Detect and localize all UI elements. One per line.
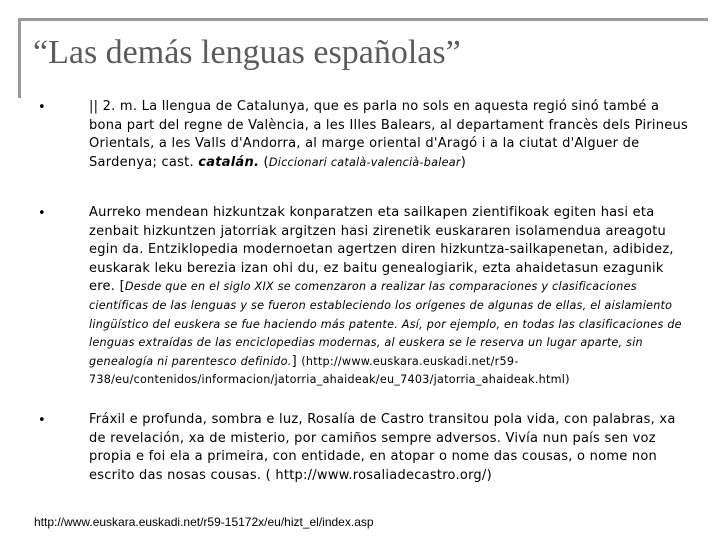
footer-url: http://www.euskara.euskadi.net/r59-15172x/eu/hizt_el/index.asp [34,515,374,529]
bracket-open: [ [119,279,125,295]
frame-left-line [18,18,21,98]
bullet-1: • [38,100,46,115]
euskara-translation: Desde que en el siglo XIX se comenzaron a realizar las comparaciones y clasificaciones científicas de las lenguas y se fueron estableciendo los orígenes de algunas de ellas, el aislamiento lingüístico del euskera se fue haciendo más patente. Así, por ejemplo, en todas las clasificaciones de lenguas extraídas de las enciclopedias modernas, al euskera se le reserva un lugar aparte, sin genealogía ni parentesco definido. [89,280,682,368]
catalan-source: Diccionari català-valencià-balear [268,155,461,169]
slide-title: “Las demás lenguas españolas” [33,34,461,71]
euskara-source-url: (http://www.euskara.euskadi.net/r59-738/eu/contenidos/informacion/jatorria_ahaideak/eu_7403/jatorria_ahaideak.html) [89,354,570,387]
rosalia-source-url: ( http://www.rosaliadecastro.org/) [265,467,492,483]
item-euskara [89,204,689,390]
catalan-definition: || 2. m. La llengua de Catalunya, que es parla no sols en aquesta regió sinó també a bona part del regne de València, a les Illes Balears, al departament francès dels Pirineus Orientals, a les Valls d'Andorra, al marge oriental d'Aragó i a la ciutat d'Alguer de Sardenya; cast. [89,99,689,170]
catalan-term: catalán. [198,154,260,170]
bullet-3: • [38,413,46,428]
source-close-paren: ) [460,154,467,170]
item-rosalia [89,411,689,485]
bullet-2: • [38,206,46,221]
bracket-close: ] [291,353,297,369]
source-open-paren: ( [263,154,269,170]
rosalia-text: Fráxil e profunda, sombra e luz, Rosalía de Castro transitou pola vida, con palabras, xa de revelación, xa de misterio, por camiños sempre adversos. Vivía nun país sen voz propia e foi ela a primeira, con entidade, en atopar o nome das cousas, o nome non escrito das nosas cousas. [89,412,676,483]
item-catalan [89,98,689,172]
frame-top-line [18,18,708,21]
euskara-text: Aurreko mendean hizkuntzak konparatzen eta sailkapen zientifikoak egiten hasi eta zenbait hizkuntzen jatorriak argitzen hasi zirenetik euskararen isolamendua areagotu egin da. Entziklopedia modernoetan agertzen diren hizkuntza-sailkapenetan, adibidez, euskarak leku berezia izan ohi du, ez baitu genealogiarik, ezta ahaidetasun ezagunik ere. [89,205,674,295]
